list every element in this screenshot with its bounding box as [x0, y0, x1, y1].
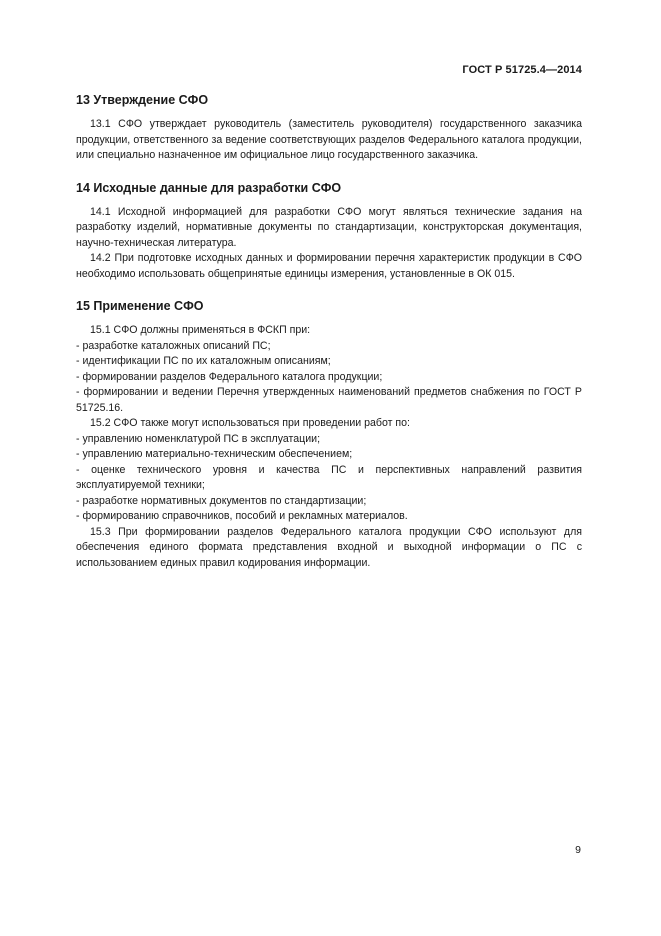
paragraph-13-1: 13.1 СФО утверждает руководитель (заместитель руководителя) государственного заказчика продукции, ответственного за ведение соответствующих разделов Федерального каталога продукции, или специально назначенное им официальное лицо государственного заказчика. — [76, 118, 582, 161]
section-13-title: 13 Утверждение СФО — [76, 93, 209, 107]
list-item: - формировании разделов Федерального каталога продукции; — [76, 370, 383, 383]
list-item: - оценке технического уровня и качества ПС и перспективных направлений развития эксплуатируемой техники; — [76, 463, 582, 491]
section-15 — [76, 298, 582, 571]
section-gap — [76, 164, 582, 180]
list-item: - разработке нормативных документов по стандартизации; — [76, 494, 367, 507]
paragraph-15-3: 15.3 При формировании разделов Федерального каталога продукции СФО используют для обеспечения единого формата представления входной и выходной информации о ПС с использованием единых правил кодирования информации. — [76, 525, 582, 569]
list-item: - управлению номенклатурой ПС в эксплуатации; — [76, 432, 321, 445]
list-item: - формировании и ведении Перечня утвержденных наименований предметов снабжения по ГОСТ Р 51725.16. — [76, 386, 582, 414]
document-code: ГОСТ Р 51725.4—2014 — [462, 64, 582, 76]
paragraph-14-2: 14.2 При подготовке исходных данных и формировании перечня характеристик продукции в СФО необходимо использовать общепринятые единицы измерения, установленные в ОК 015. — [76, 252, 582, 280]
section-15-title: 15 Применение СФО — [76, 299, 204, 313]
paragraph-14-1: 14.1 Исходной информацией для разработки СФО могут являться технические задания на разработку изделий, нормативные документы по стандартизации, конструкторская документация, научно-техническая литература. — [76, 205, 582, 249]
section-14-title: 14 Исходные данные для разработки СФО — [76, 180, 342, 195]
list-item: - идентификации ПС по их каталожным описаниям; — [76, 355, 331, 367]
page-number: 9 — [575, 844, 581, 856]
list-item: - управлению материально-техническим обеспечением; — [76, 448, 353, 460]
list-item: - разработке каталожных описаний ПС; — [76, 339, 271, 352]
list-item: - формированию справочников, пособий и рекламных материалов. — [76, 510, 408, 522]
section-13 — [76, 92, 582, 164]
document-body — [76, 92, 582, 571]
section-14 — [76, 180, 582, 283]
paragraph-15-1: 15.1 СФО должны применяться в ФСКП при: — [90, 324, 311, 336]
section-gap — [76, 282, 582, 298]
paragraph-15-2: 15.2 СФО также могут использоваться при проведении работ по: — [90, 417, 410, 429]
